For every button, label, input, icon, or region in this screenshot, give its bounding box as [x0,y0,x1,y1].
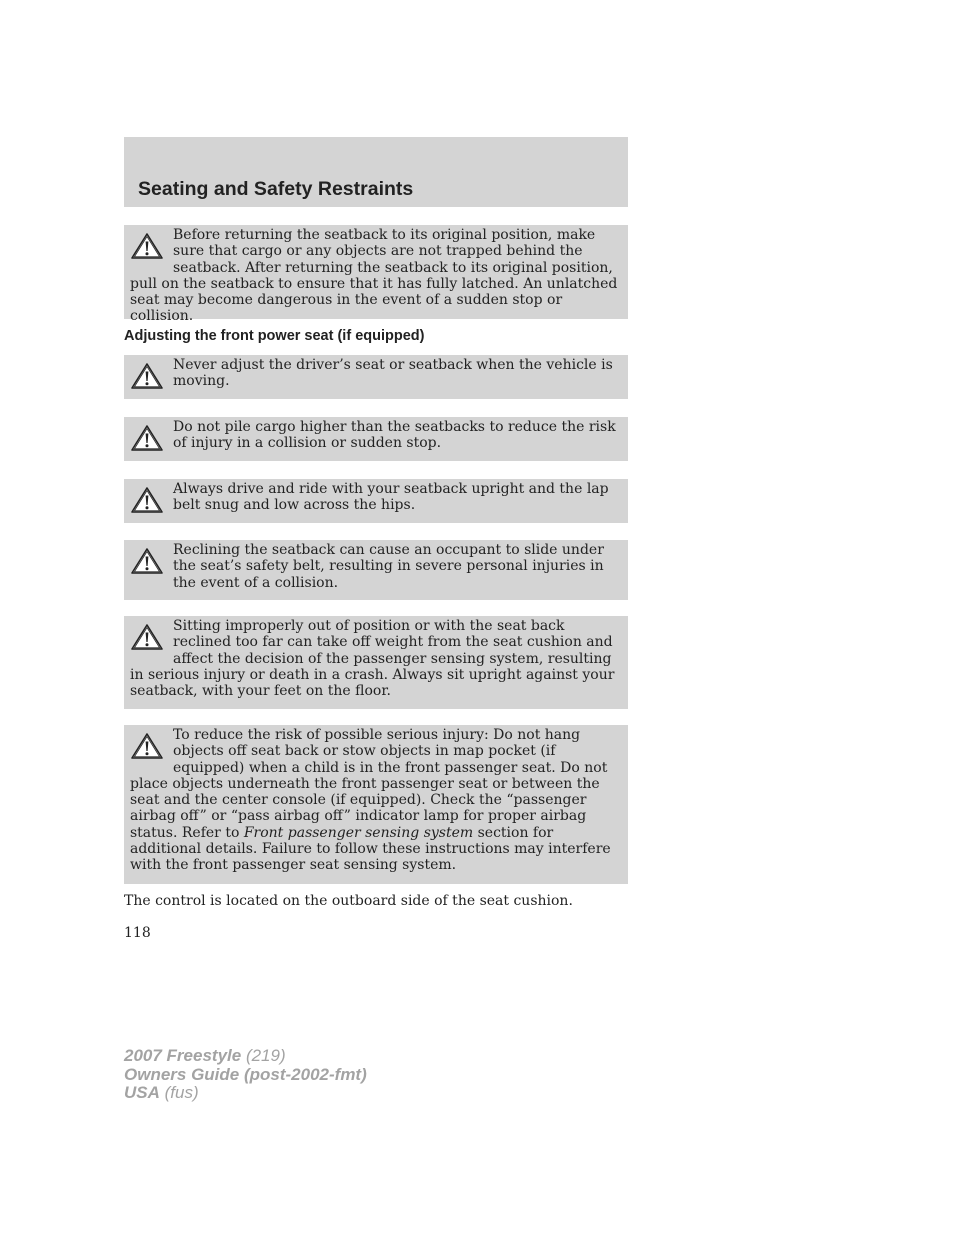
warning-box [124,355,628,399]
warning-icon [130,486,164,514]
warning-icon [130,623,164,651]
footer-line-3: USA (fus) [124,1083,199,1102]
footer-line-2: Owners Guide (post-2002-fmt) [124,1064,367,1084]
warning-text: Do not pile cargo higher than the seatbacks to reduce the risk of injury in a collision or sudden stop. [173,419,616,452]
warning-box [124,725,628,884]
footer-line-1: 2007 Freestyle (219) [124,1046,286,1065]
warning-text: Before returning the seatback to its original position, make sure that cargo or any objects are not trapped behind the seatback. After returning the seatback to its original position, pull on the seatback to ensure that it has fully latched. An unlatched seat may become dangerous in the event of a sudden stop or collision. [130,227,618,325]
warning-text: Never adjust the driver’s seat or seatback when the vehicle is moving. [173,357,613,390]
warning-text: To reduce the risk of possible serious injury: Do not hang objects off seat back or stow objects in map pocket (if equipped) when a child is in the front passenger seat. Do not place objects underneath the front passenger seat or between the seat and the center console (if equipped). Check the “passenger airbag off” or “pass airbag off” indicator lamp for proper airbag status. Refer to [130,727,608,841]
warning-icon [130,424,164,452]
warning-icon [130,232,164,260]
warning-text: Reclining the seatback can cause an occupant to slide under the seat’s safety belt, resulting in severe personal injuries in the event of a collision. [173,542,604,591]
warning-icon [130,362,164,390]
warning-text: Always drive and ride with your seatback upright and the lap belt snug and low across the hips. [173,481,609,514]
page-title: Seating and Safety Restraints [138,178,414,200]
body-paragraph: The control is located on the outboard side of the seat cushion. [124,893,573,909]
footer [124,1047,367,1103]
section-heading: Adjusting the front power seat (if equipped) [124,328,425,344]
warning-text-continued: section for additional details. Failure to follow these instructions may interfere with the front passenger seat sensing system. [130,824,611,874]
warning-text: Sitting improperly out of position or with the seat back reclined too far can take off weight from the seat cushion and affect the decision of the passenger sensing system, resulting in serious injury or death in a crash. Always sit upright against your seatback, with your feet on the floor. [130,618,615,700]
warning-box [124,417,628,461]
warning-box [124,540,628,600]
cross-reference: Front passenger sensing system [243,824,474,841]
section-header [124,137,628,207]
warning-box [124,225,628,325]
warning-box [124,479,628,523]
warning-icon [130,547,164,575]
page-number: 118 [124,925,151,941]
warning-box [124,616,628,709]
warning-icon [130,732,164,760]
